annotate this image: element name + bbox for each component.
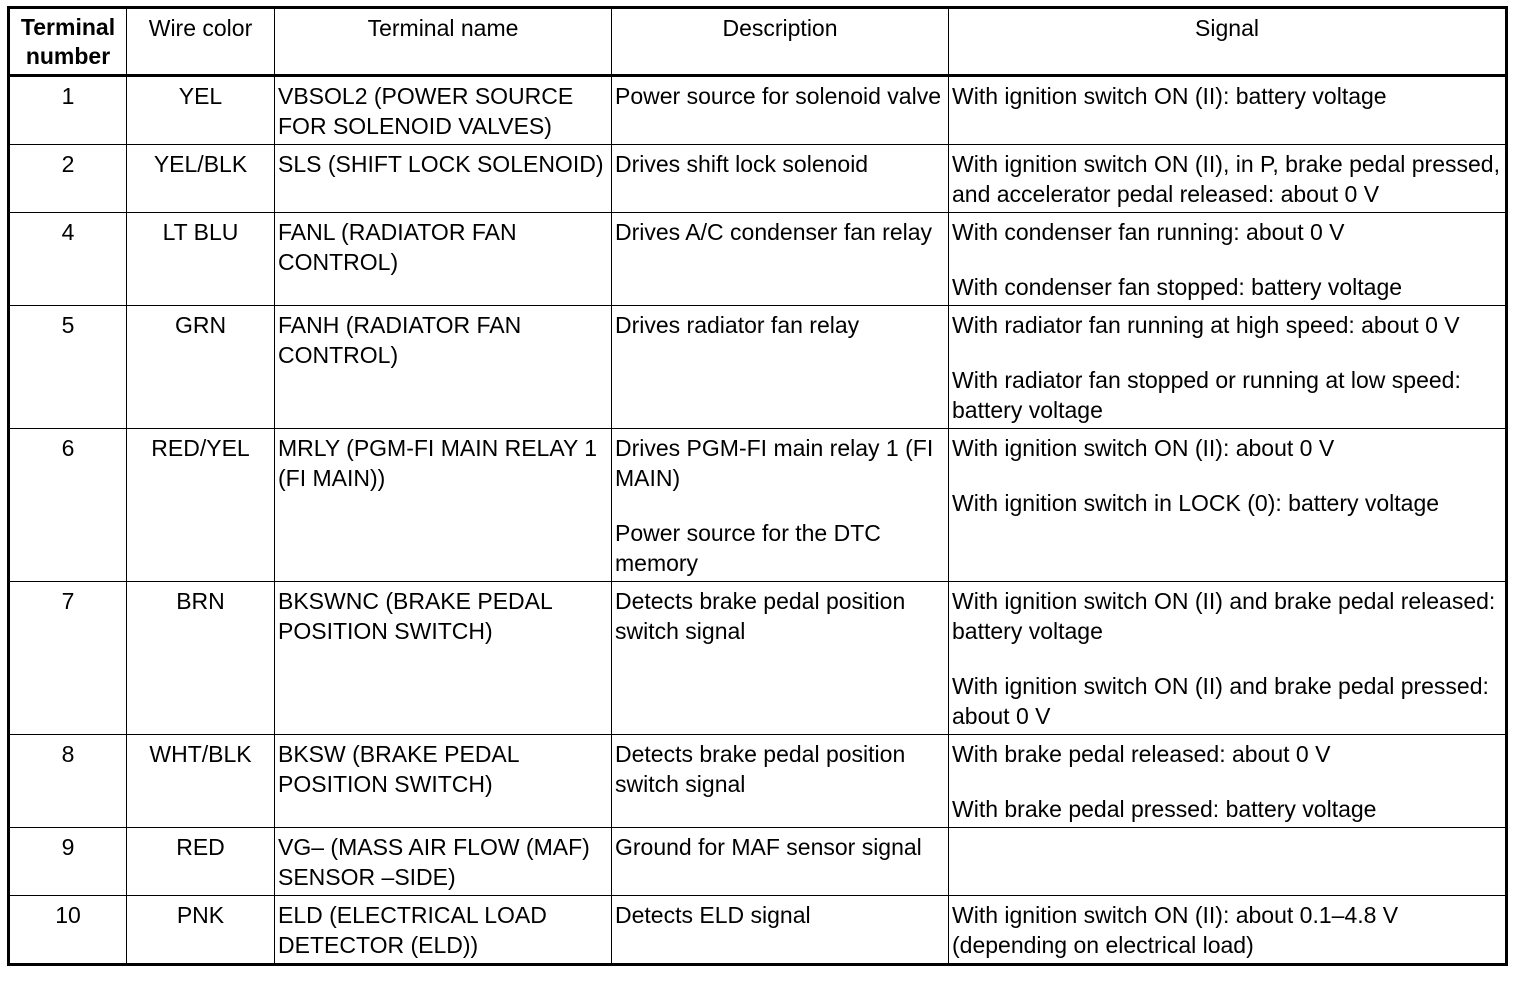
signal-cell — [949, 735, 1507, 828]
wire-color-cell: YEL/BLK — [127, 145, 275, 213]
table-row — [9, 896, 1507, 965]
description-paragraph: Drives A/C condenser fan relay — [615, 219, 933, 245]
table-row — [9, 145, 1507, 213]
signal-paragraph: With brake pedal pressed: battery voltage — [952, 796, 1377, 822]
terminal-number-cell: 5 — [9, 306, 127, 429]
header-description: Description — [612, 8, 949, 76]
description-cell — [612, 429, 949, 582]
header-wire-color: Wire color — [127, 8, 275, 76]
terminal-table — [7, 6, 1508, 966]
signal-cell — [949, 429, 1507, 582]
table-row — [9, 582, 1507, 735]
header-terminal-number: Terminal number — [9, 8, 127, 76]
wire-color-cell: BRN — [127, 582, 275, 735]
terminal-number-cell: 4 — [9, 213, 127, 306]
description-cell — [612, 145, 949, 213]
wire-color-cell: RED/YEL — [127, 429, 275, 582]
signal-paragraph: With ignition switch ON (II): about 0 V — [952, 435, 1335, 461]
terminal-name-cell: FANL (RADIATOR FAN CONTROL) — [275, 213, 612, 306]
terminal-number-cell: 6 — [9, 429, 127, 582]
signal-paragraph: With condenser fan stopped: battery voltage — [952, 274, 1403, 300]
wire-color-cell: YEL — [127, 76, 275, 145]
description-paragraph: Power source for solenoid valve — [615, 83, 941, 109]
signal-paragraph: With radiator fan stopped or running at low speed: battery voltage — [952, 367, 1461, 423]
signal-cell — [949, 76, 1507, 145]
table-row — [9, 828, 1507, 896]
signal-paragraph: With ignition switch ON (II), in P, brake pedal pressed, and accelerator pedal released: about 0 V — [952, 151, 1500, 207]
table-row — [9, 735, 1507, 828]
signal-cell — [949, 145, 1507, 213]
wire-color-cell: GRN — [127, 306, 275, 429]
description-paragraph: Power source for the DTC memory — [615, 520, 881, 576]
terminal-name-cell: ELD (ELECTRICAL LOAD DETECTOR (ELD)) — [275, 896, 612, 965]
signal-cell — [949, 828, 1507, 896]
table-header — [9, 8, 1507, 76]
signal-cell — [949, 213, 1507, 306]
signal-cell — [949, 582, 1507, 735]
description-cell — [612, 828, 949, 896]
terminal-number-cell: 10 — [9, 896, 127, 965]
header-signal: Signal — [949, 8, 1507, 76]
terminal-name-cell: BKSWNC (BRAKE PEDAL POSITION SWITCH) — [275, 582, 612, 735]
signal-paragraph: With condenser fan running: about 0 V — [952, 219, 1345, 245]
table-row — [9, 76, 1507, 145]
terminal-name-cell: BKSW (BRAKE PEDAL POSITION SWITCH) — [275, 735, 612, 828]
signal-paragraph: With radiator fan running at high speed: about 0 V — [952, 312, 1460, 338]
terminal-number-cell: 2 — [9, 145, 127, 213]
table-row — [9, 213, 1507, 306]
signal-paragraph: With ignition switch ON (II): battery voltage — [952, 83, 1387, 109]
description-cell — [612, 735, 949, 828]
description-paragraph: Detects ELD signal — [615, 902, 811, 928]
signal-paragraph: With ignition switch ON (II) and brake pedal released: battery voltage — [952, 588, 1496, 644]
terminal-number-cell: 7 — [9, 582, 127, 735]
terminal-number-cell: 8 — [9, 735, 127, 828]
terminal-number-cell: 9 — [9, 828, 127, 896]
description-paragraph: Drives PGM-FI main relay 1 (FI MAIN) — [615, 435, 934, 491]
description-cell — [612, 213, 949, 306]
terminal-name-cell: VG– (MASS AIR FLOW (MAF) SENSOR –SIDE) — [275, 828, 612, 896]
table-row — [9, 306, 1507, 429]
description-paragraph: Ground for MAF sensor signal — [615, 834, 922, 860]
wire-color-cell: PNK — [127, 896, 275, 965]
description-cell — [612, 582, 949, 735]
description-paragraph: Drives shift lock solenoid — [615, 151, 869, 177]
description-paragraph: Detects brake pedal position switch signal — [615, 588, 906, 644]
terminal-name-cell: VBSOL2 (POWER SOURCE FOR SOLENOID VALVES) — [275, 76, 612, 145]
signal-cell — [949, 306, 1507, 429]
wire-color-cell: LT BLU — [127, 213, 275, 306]
wire-color-cell: WHT/BLK — [127, 735, 275, 828]
signal-paragraph: With ignition switch ON (II) and brake pedal pressed: about 0 V — [952, 673, 1489, 729]
signal-cell — [949, 896, 1507, 965]
terminal-number-cell: 1 — [9, 76, 127, 145]
signal-paragraph: With brake pedal released: about 0 V — [952, 741, 1331, 767]
terminal-name-cell: MRLY (PGM-FI MAIN RELAY 1 (FI MAIN)) — [275, 429, 612, 582]
description-paragraph: Drives radiator fan relay — [615, 312, 860, 338]
signal-paragraph: With ignition switch ON (II): about 0.1–4.8 V (depending on electrical load) — [952, 902, 1399, 958]
wire-color-cell: RED — [127, 828, 275, 896]
terminal-name-cell: SLS (SHIFT LOCK SOLENOID) — [275, 145, 612, 213]
description-cell — [612, 306, 949, 429]
table-row — [9, 429, 1507, 582]
description-cell — [612, 896, 949, 965]
description-paragraph: Detects brake pedal position switch signal — [615, 741, 906, 797]
signal-paragraph: With ignition switch in LOCK (0): battery voltage — [952, 490, 1440, 516]
description-cell — [612, 76, 949, 145]
header-row — [9, 8, 1507, 76]
table-body — [9, 76, 1507, 965]
terminal-name-cell: FANH (RADIATOR FAN CONTROL) — [275, 306, 612, 429]
header-terminal-name: Terminal name — [275, 8, 612, 76]
